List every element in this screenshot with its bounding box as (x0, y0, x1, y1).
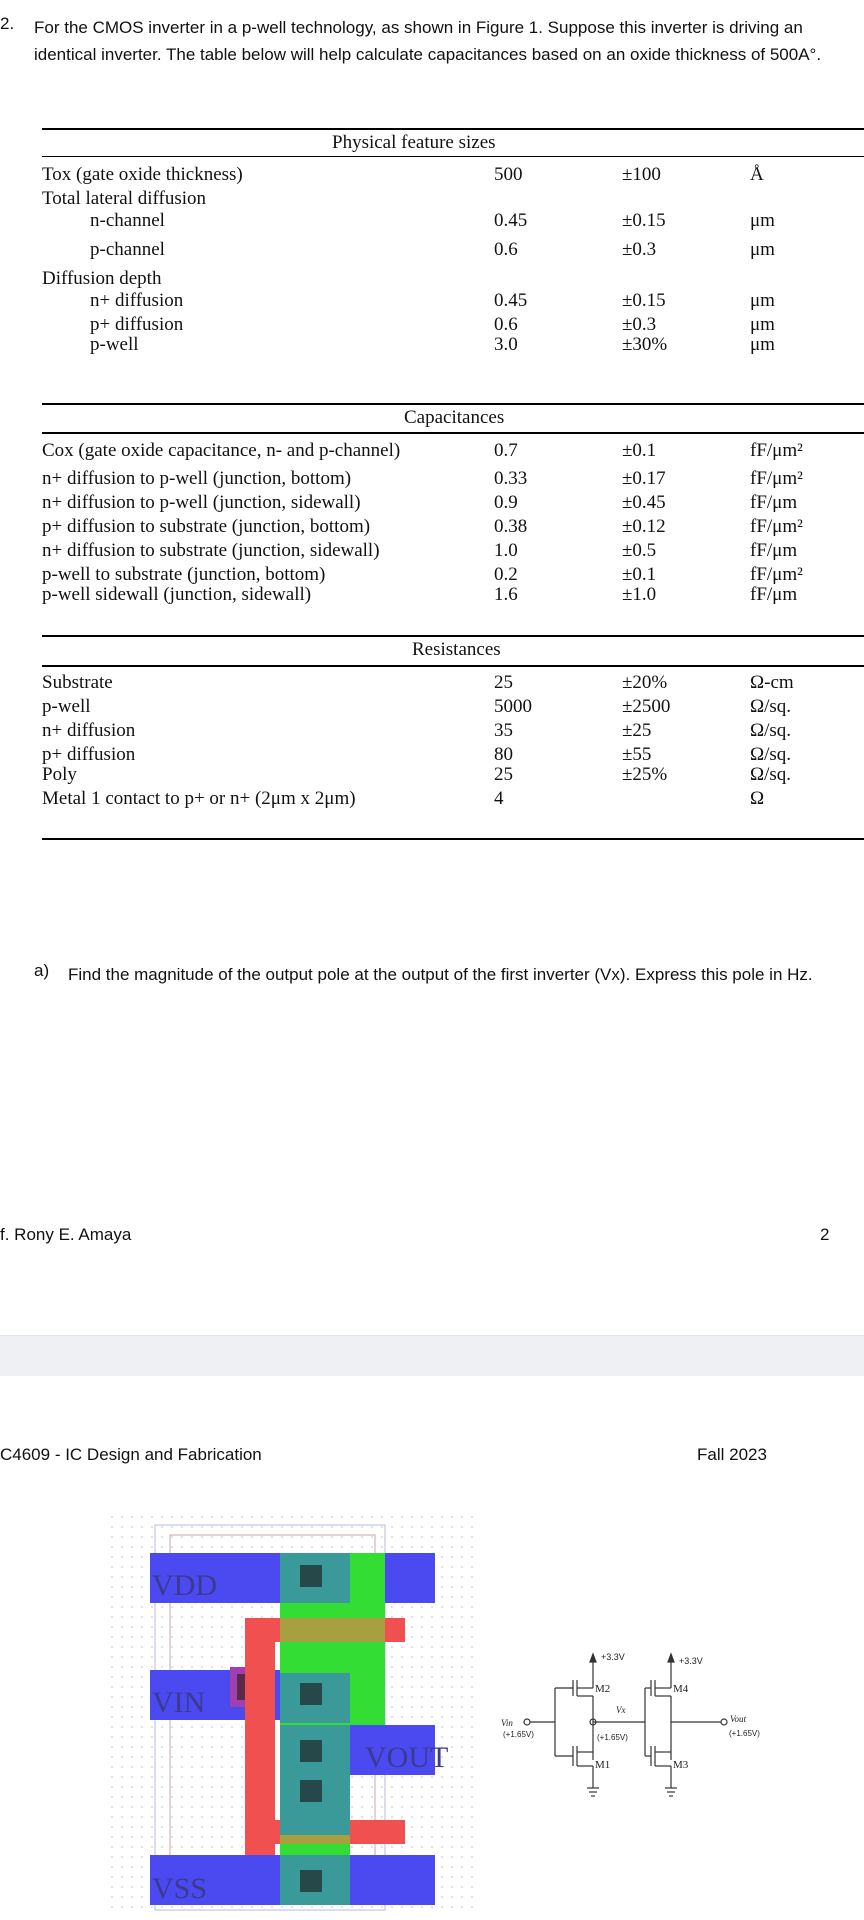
rule (42, 635, 864, 637)
row-tolerance: ±0.3 (622, 314, 657, 335)
vdd2-label: +3.3V (679, 1656, 703, 1666)
row-value: 0.45 (494, 290, 528, 311)
row-unit: fF/μm (750, 492, 798, 513)
row-unit: Ω/sq. (750, 696, 792, 717)
row-tolerance: ±25% (622, 764, 668, 785)
row-unit: Ω (750, 788, 765, 809)
row-value: 5000 (494, 696, 532, 717)
row-tolerance: ±25 (622, 720, 652, 741)
table-bottom-rule (42, 838, 864, 840)
row-unit: Ω/sq. (750, 744, 792, 765)
row-unit: μm (750, 314, 775, 335)
row-label: p-well to substrate (junction, bottom) (42, 564, 326, 585)
row-unit: Ω-cm (750, 672, 794, 693)
contact-square (300, 1740, 322, 1762)
row-label: p-well sidewall (junction, sidewall) (42, 584, 312, 605)
row-label: n-channel (90, 210, 165, 231)
row-tolerance: ±55 (622, 744, 652, 765)
footer-author: f. Rony E. Amaya (0, 1225, 132, 1244)
row-label: p-channel (90, 239, 165, 260)
row-label: Poly (42, 764, 77, 785)
row-value: 0.33 (494, 468, 528, 489)
row-value: 80 (494, 744, 513, 765)
row-tolerance: ±0.1 (622, 564, 657, 585)
row-value: 25 (494, 764, 513, 785)
section-physical-title: Physical feature sizes (332, 132, 496, 153)
m1-label: M1 (595, 1759, 611, 1771)
row-tolerance: ±0.12 (622, 516, 666, 537)
row-label: Metal 1 contact to p+ or n+ (2μm x 2μm) (42, 788, 356, 809)
row-value: 35 (494, 720, 513, 741)
row-label: Tox (gate oxide thickness) (42, 164, 243, 185)
row-unit: Ω/sq. (750, 764, 792, 785)
row-tolerance: ±1.0 (622, 584, 657, 605)
vss-label: VSS (152, 1872, 208, 1905)
vin-label: VIN (152, 1686, 206, 1719)
row-value: 3.0 (494, 334, 518, 355)
row-label: n+ diffusion to p-well (junction, sidewall) (42, 492, 361, 513)
row-unit: fF/μm² (750, 468, 803, 489)
vdd-label: VDD (152, 1569, 217, 1602)
cascaded-inverter-schematic (495, 1650, 785, 1810)
row-unit: fF/μm (750, 584, 798, 605)
row-unit: fF/μm² (750, 440, 803, 461)
row-unit: Å (750, 164, 764, 185)
row-value: 0.45 (494, 210, 528, 231)
row-label: p+ diffusion (90, 314, 184, 335)
vout-label: Vout (730, 1714, 747, 1724)
row-label: n+ diffusion to substrate (junction, sidewall) (42, 540, 380, 561)
section-resistances-title: Resistances (412, 639, 501, 660)
vin-bias: (+1.65V) (503, 1730, 534, 1739)
question-number: 2. (0, 14, 15, 33)
row-unit: fF/μm² (750, 564, 803, 585)
m3-label: M3 (673, 1759, 689, 1771)
row-tolerance: ±30% (622, 334, 668, 355)
row-value: 0.9 (494, 492, 518, 513)
header-term: Fall 2023 (697, 1445, 767, 1464)
vout-bias: (+1.65V) (729, 1729, 760, 1738)
row-value: 0.7 (494, 440, 518, 461)
rule (42, 665, 864, 667)
footer-page-number: 2 (820, 1225, 830, 1244)
rule (42, 156, 864, 157)
row-label: Diffusion depth (42, 268, 162, 289)
rule (42, 403, 864, 405)
row-tolerance: ±0.15 (622, 210, 666, 231)
row-tolerance: ±0.17 (622, 468, 666, 489)
row-label: Cox (gate oxide capacitance, n- and p-channel) (42, 440, 401, 461)
contact-square (300, 1565, 322, 1587)
row-value: 0.38 (494, 516, 528, 537)
vin-label: Vin (501, 1718, 513, 1728)
contact-square (300, 1683, 322, 1705)
row-label: p+ diffusion to substrate (junction, bottom) (42, 516, 371, 537)
row-value: 500 (494, 164, 523, 185)
row-tolerance: ±0.1 (622, 440, 657, 461)
page-separator (0, 1335, 864, 1377)
row-tolerance: ±0.45 (622, 492, 666, 513)
rule (42, 432, 864, 434)
row-unit: μm (750, 290, 775, 311)
row-unit: μm (750, 239, 775, 260)
part-a-label: a) (34, 961, 50, 980)
row-value: 0.2 (494, 564, 518, 585)
row-unit: fF/μm² (750, 516, 803, 537)
contact-square (300, 1870, 322, 1892)
row-label: p-well (42, 696, 91, 717)
row-unit: μm (750, 210, 775, 231)
row-tolerance: ±0.3 (622, 239, 657, 260)
row-value: 0.6 (494, 239, 518, 260)
header-course: C4609 - IC Design and Fabrication (0, 1445, 262, 1464)
row-label: Substrate (42, 672, 113, 693)
row-tolerance: ±0.5 (622, 540, 657, 561)
part-a-text: Find the magnitude of the output pole at the output of the first inverter (Vx). Express this pole in Hz. (68, 965, 813, 984)
row-unit: fF/μm (750, 540, 798, 561)
vx-label: Vx (616, 1705, 626, 1715)
row-tolerance: ±100 (622, 164, 661, 185)
m4-label: M4 (673, 1683, 689, 1695)
row-value: 0.6 (494, 314, 518, 335)
row-unit: μm (750, 334, 775, 355)
row-label: n+ diffusion (90, 290, 184, 311)
row-value: 1.0 (494, 540, 518, 561)
inverter-layout-figure (110, 1515, 480, 1915)
row-value: 25 (494, 672, 513, 693)
row-label: n+ diffusion to p-well (junction, bottom) (42, 468, 352, 489)
vout-label: VOUT (365, 1741, 449, 1774)
row-tolerance: ±0.15 (622, 290, 666, 311)
row-tolerance: ±2500 (622, 696, 671, 717)
row-label: Total lateral diffusion (42, 188, 206, 209)
row-label: p-well (90, 334, 139, 355)
row-label: n+ diffusion (42, 720, 136, 741)
table-top-rule (42, 128, 864, 130)
m2-label: M2 (595, 1683, 611, 1695)
contact-square (300, 1780, 322, 1802)
row-value: 1.6 (494, 584, 518, 605)
vx-bias: (+1.65V) (597, 1733, 628, 1742)
row-unit: Ω/sq. (750, 720, 792, 741)
row-value: 4 (494, 788, 504, 809)
row-label: p+ diffusion (42, 744, 136, 765)
vdd1-label: +3.3V (601, 1652, 625, 1662)
row-tolerance: ±20% (622, 672, 668, 693)
section-capacitances-title: Capacitances (404, 407, 505, 428)
question-text: For the CMOS inverter in a p-well technology, as shown in Figure 1. Suppose this inverter is driving an identical inverter. The table below will help calculate capacitances based on an oxide thickness of 500A°. (34, 18, 822, 64)
